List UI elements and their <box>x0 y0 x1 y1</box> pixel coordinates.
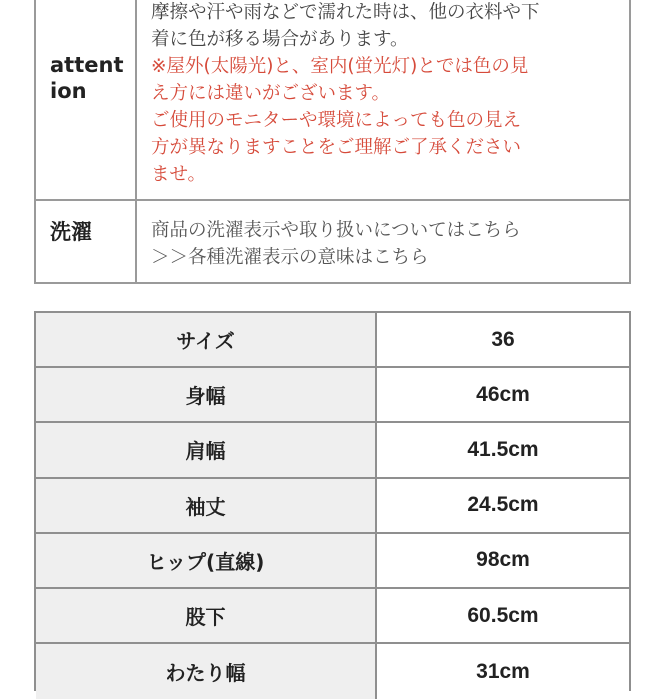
size-key-cell: サイズ <box>36 313 377 366</box>
table-row <box>36 644 629 699</box>
product-info-table <box>34 0 631 284</box>
size-value-cell: 24.5cm <box>467 493 539 517</box>
washing-row <box>36 201 629 282</box>
size-value-cell: 31cm <box>476 659 530 683</box>
table-row <box>36 479 629 534</box>
table-row <box>36 423 629 478</box>
size-value-cell: 41.5cm <box>467 437 539 461</box>
size-key-cell: わたり幅 <box>36 644 377 699</box>
size-value-cell: 36 <box>491 327 515 351</box>
size-key-cell: 袖丈 <box>36 479 377 532</box>
size-table <box>34 311 631 691</box>
table-row <box>36 368 629 423</box>
attention-label <box>36 0 137 199</box>
attention-note-text: 摩擦や汗や雨などで濡れた時は、他の衣料や下 着に色が移る場合があります。 <box>151 2 540 50</box>
size-value-cell: 60.5cm <box>467 603 539 627</box>
washing-body <box>137 201 629 282</box>
attention-label-text: attent ion <box>50 53 124 103</box>
table-row <box>36 313 629 368</box>
table-row <box>36 589 629 644</box>
size-key-cell: 股下 <box>36 589 377 642</box>
size-key-cell: ヒップ(直線) <box>36 534 377 587</box>
size-value-cell: 98cm <box>476 548 530 572</box>
washing-info-link[interactable]: 商品の洗濯表示や取り扱いについてはこちら ＞＞各種洗濯表示の意味はこちら <box>151 220 521 268</box>
size-key-cell: 肩幅 <box>36 423 377 476</box>
attention-body <box>137 0 629 199</box>
table-row <box>36 534 629 589</box>
attention-row <box>36 0 629 201</box>
size-value-cell: 46cm <box>476 382 530 406</box>
size-key-cell: 身幅 <box>36 368 377 421</box>
attention-color-warning: ※屋外(太陽光)と、室内(蛍光灯)とでは色の見 え方には違いがございます。 ご使用のモニターや環境によっても色の見え 方が異なりますことをご理解ご了承ください ませ。 <box>151 56 529 185</box>
washing-label: 洗濯 <box>36 201 137 282</box>
